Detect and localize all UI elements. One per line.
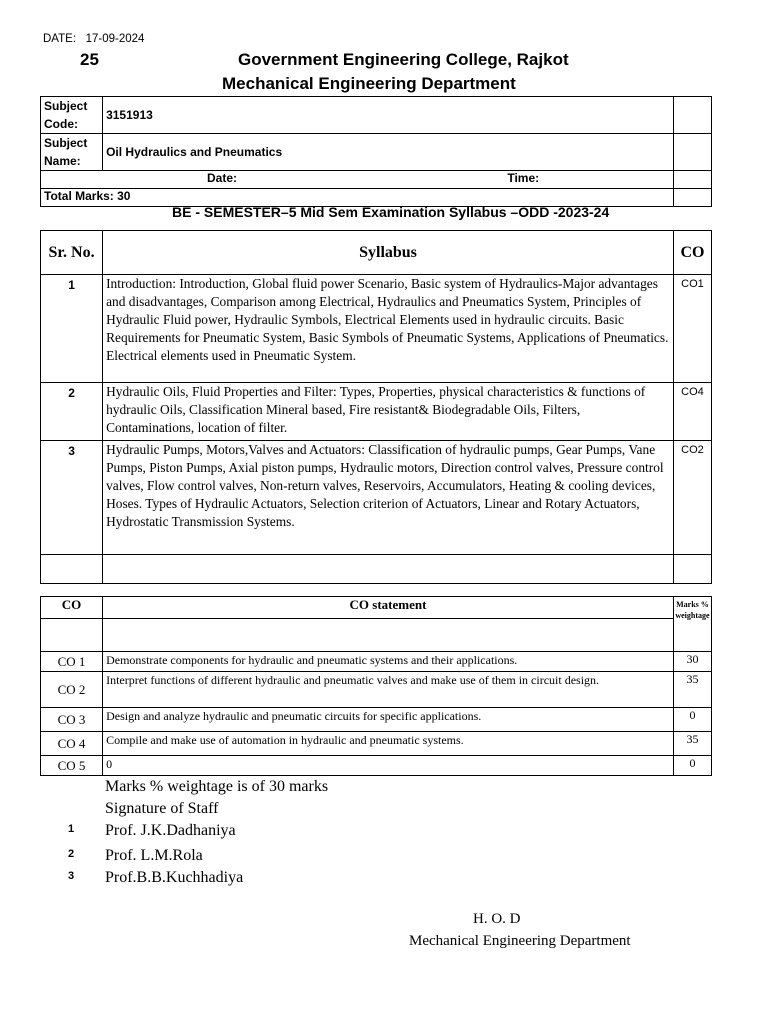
- staff-name: Prof. L.M.Rola: [105, 847, 203, 864]
- weightage-note: Marks % weightage is of 30 marks: [105, 778, 329, 795]
- sr-no: 2: [41, 383, 103, 441]
- syllabus-header: Syllabus: [103, 231, 674, 275]
- marks-weightage-header: Marks % weightage: [673, 597, 711, 652]
- table-row: [41, 275, 712, 383]
- syllabus-table: [40, 230, 712, 584]
- table-row: [41, 672, 712, 708]
- subject-name-label: Subject Name:: [41, 134, 103, 171]
- staff-number: 2: [68, 848, 75, 860]
- co-marks: 30: [673, 652, 711, 672]
- co-header: CO: [673, 231, 711, 275]
- subject-code-label: Subject Code:: [41, 97, 103, 134]
- co-id: CO 1: [41, 652, 103, 672]
- date-time-row: [41, 171, 674, 189]
- date-line: [43, 33, 144, 45]
- college-title: Government Engineering College, Rajkot: [238, 50, 569, 69]
- table-row: [41, 732, 712, 756]
- table-row: [41, 652, 712, 672]
- date-label: DATE:: [43, 33, 77, 45]
- syllabus-text: Introduction: Introduction, Global fluid power Scenario, Basic system of Hydraulics-Major advantages and disadvantages, Comparison among Electrical, Hydraulics and Pneumatics System, Principles of Hydraulic Fluid power, Hydraulic Symbols, Electrical Elements used in hydraulic circuits. Basic Requirements for Pneumatic System, Basic Symbols of Pneumatic Systems, Applications of Pneumatics. Electrical elements used in Pneumatic System.: [103, 275, 674, 383]
- subject-info-table: [40, 96, 712, 207]
- co-marks: 35: [673, 672, 711, 708]
- co-code: CO1: [673, 275, 711, 383]
- sr-no: 1: [41, 275, 103, 383]
- co-statement: Design and analyze hydraulic and pneumatic circuits for specific applications.: [103, 708, 674, 732]
- table-row: [41, 756, 712, 776]
- table-row: [41, 441, 712, 555]
- subject-code-value: 3151913: [103, 97, 674, 134]
- date-value: 17-09-2024: [85, 33, 145, 45]
- co-code: CO2: [673, 441, 711, 555]
- hod-label: H. O. D: [473, 911, 521, 927]
- syllabus-text: Hydraulic Pumps, Motors,Valves and Actuators: Classification of hydraulic pumps, Gear Pumps, Vane Pumps, Piston Pumps, Axial piston pumps, Hydraulic motors, Direction control valves, Pressure control valves, Flow control valves, Non-return valves, Reservoirs, Accumulators, Heating & cooling devices, Hoses. Types of Hydraulic Actuators, Selection criterion of Actuators, Linear and Rotary Actuators, Hydrostatic Transmission Systems.: [103, 441, 674, 555]
- table-row: [41, 708, 712, 732]
- staff-number: 1: [68, 823, 75, 835]
- empty-row: [41, 555, 712, 584]
- staff-number: 3: [68, 870, 75, 882]
- co-marks: 0: [673, 708, 711, 732]
- total-marks: Total Marks: 30: [41, 189, 674, 207]
- co-marks: 35: [673, 732, 711, 756]
- table-row: [41, 383, 712, 441]
- department-title: Mechanical Engineering Department: [222, 74, 516, 93]
- co-col-header: CO: [41, 597, 103, 619]
- info-date-label: Date:: [207, 171, 238, 185]
- co-statement: Interpret functions of different hydraulic and pneumatic valves and make use of them in circuit design.: [103, 672, 674, 708]
- hod-department: Mechanical Engineering Department: [409, 933, 631, 949]
- co-statement-header: CO statement: [103, 597, 674, 619]
- sr-no-header: Sr. No.: [41, 231, 103, 275]
- co-statement: Compile and make use of automation in hydraulic and pneumatic systems.: [103, 732, 674, 756]
- co-statement-table: [40, 596, 712, 776]
- staff-name: Prof.B.B.Kuchhadiya: [105, 869, 244, 886]
- staff-name: Prof. J.K.Dadhaniya: [105, 822, 236, 839]
- co-marks: 0: [673, 756, 711, 776]
- page-number: 25: [80, 50, 99, 69]
- co-id: CO 5: [41, 756, 103, 776]
- co-id: CO 2: [41, 672, 103, 708]
- co-id: CO 3: [41, 708, 103, 732]
- signature-label: Signature of Staff: [105, 800, 219, 817]
- co-statement: Demonstrate components for hydraulic and pneumatic systems and their applications.: [103, 652, 674, 672]
- co-statement: 0: [103, 756, 674, 776]
- sr-no: 3: [41, 441, 103, 555]
- co-id: CO 4: [41, 732, 103, 756]
- subject-name-value: Oil Hydraulics and Pneumatics: [103, 134, 674, 171]
- exam-title: BE - SEMESTER–5 Mid Sem Examination Syllabus –ODD -2023-24: [172, 204, 610, 220]
- co-code: CO4: [673, 383, 711, 441]
- syllabus-text: Hydraulic Oils, Fluid Properties and Filter: Types, Properties, physical characteristics & functions of hydraulic Oils, Classification Mineral based, Fire resistant& Biodegradable Oils, Filters, Contaminations, location of filter.: [103, 383, 674, 441]
- info-time-label: Time:: [507, 171, 540, 185]
